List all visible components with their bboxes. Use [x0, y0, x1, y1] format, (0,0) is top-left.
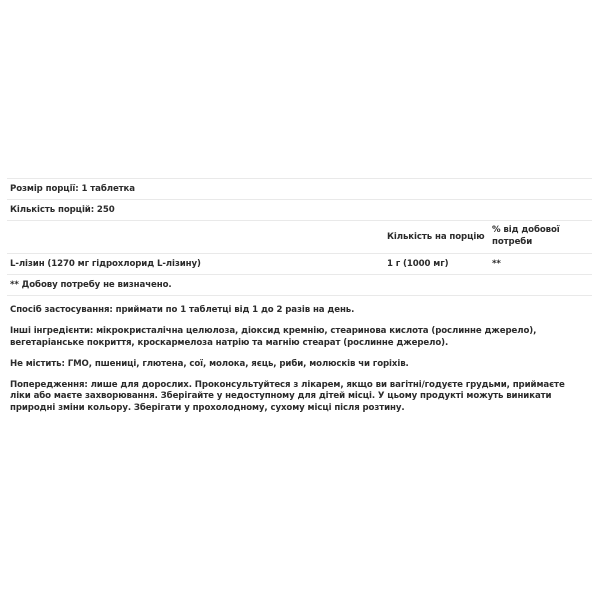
product-info: [10, 305, 585, 424]
table-header-row: [7, 220, 592, 253]
footnote-row: [7, 274, 592, 296]
other-ingredients-text: Інші інгредієнти: мікрокристалічна целюлоза, діоксид кремнію, стеаринова кислота (рослинне джерело), вегетаріанське покриття, кроскармелоза натрію та магнію стеарат (рослинне джерело).: [10, 326, 537, 348]
nutrient-daily-value: **: [492, 259, 501, 269]
footnote: ** Добову потребу не визначено.: [10, 280, 172, 290]
nutrient-name: L-лізин (1270 мг гідрохлорид L-лізину): [10, 259, 201, 269]
nutrient-amount: 1 г (1000 мг): [387, 259, 449, 269]
usage-text: Спосіб застосування: приймати по 1 таблетці від 1 до 2 разів на день.: [10, 305, 355, 315]
daily-value-header: % від добової потреби: [492, 225, 560, 247]
nutrient-row: [7, 253, 592, 274]
warning-text: Попередження: лише для дорослих. Проконсультуйтеся з лікарем, якщо ви вагітні/годуєте грудьми, приймаєте ліки або маєте захворювання. Зберігайте у недоступному для дітей місці. У цьому продукті можуть виникати природні зміни кольору. Зберігати у прохолодному, сухому місці після розтину.: [10, 380, 565, 413]
serving-size: Розмір порції: 1 таблетка: [10, 184, 135, 194]
supplement-facts-table: [7, 178, 592, 296]
serving-size-row: [7, 178, 592, 199]
servings-per-container: Кількість порцій: 250: [10, 205, 115, 215]
amount-per-serving-header: Кількість на порцію: [387, 232, 485, 242]
free-of-text: Не містить: ГМО, пшениці, глютена, сої, молока, яєць, риби, молюсків чи горіхів.: [10, 358, 409, 369]
servings-per-container-row: [7, 199, 592, 220]
